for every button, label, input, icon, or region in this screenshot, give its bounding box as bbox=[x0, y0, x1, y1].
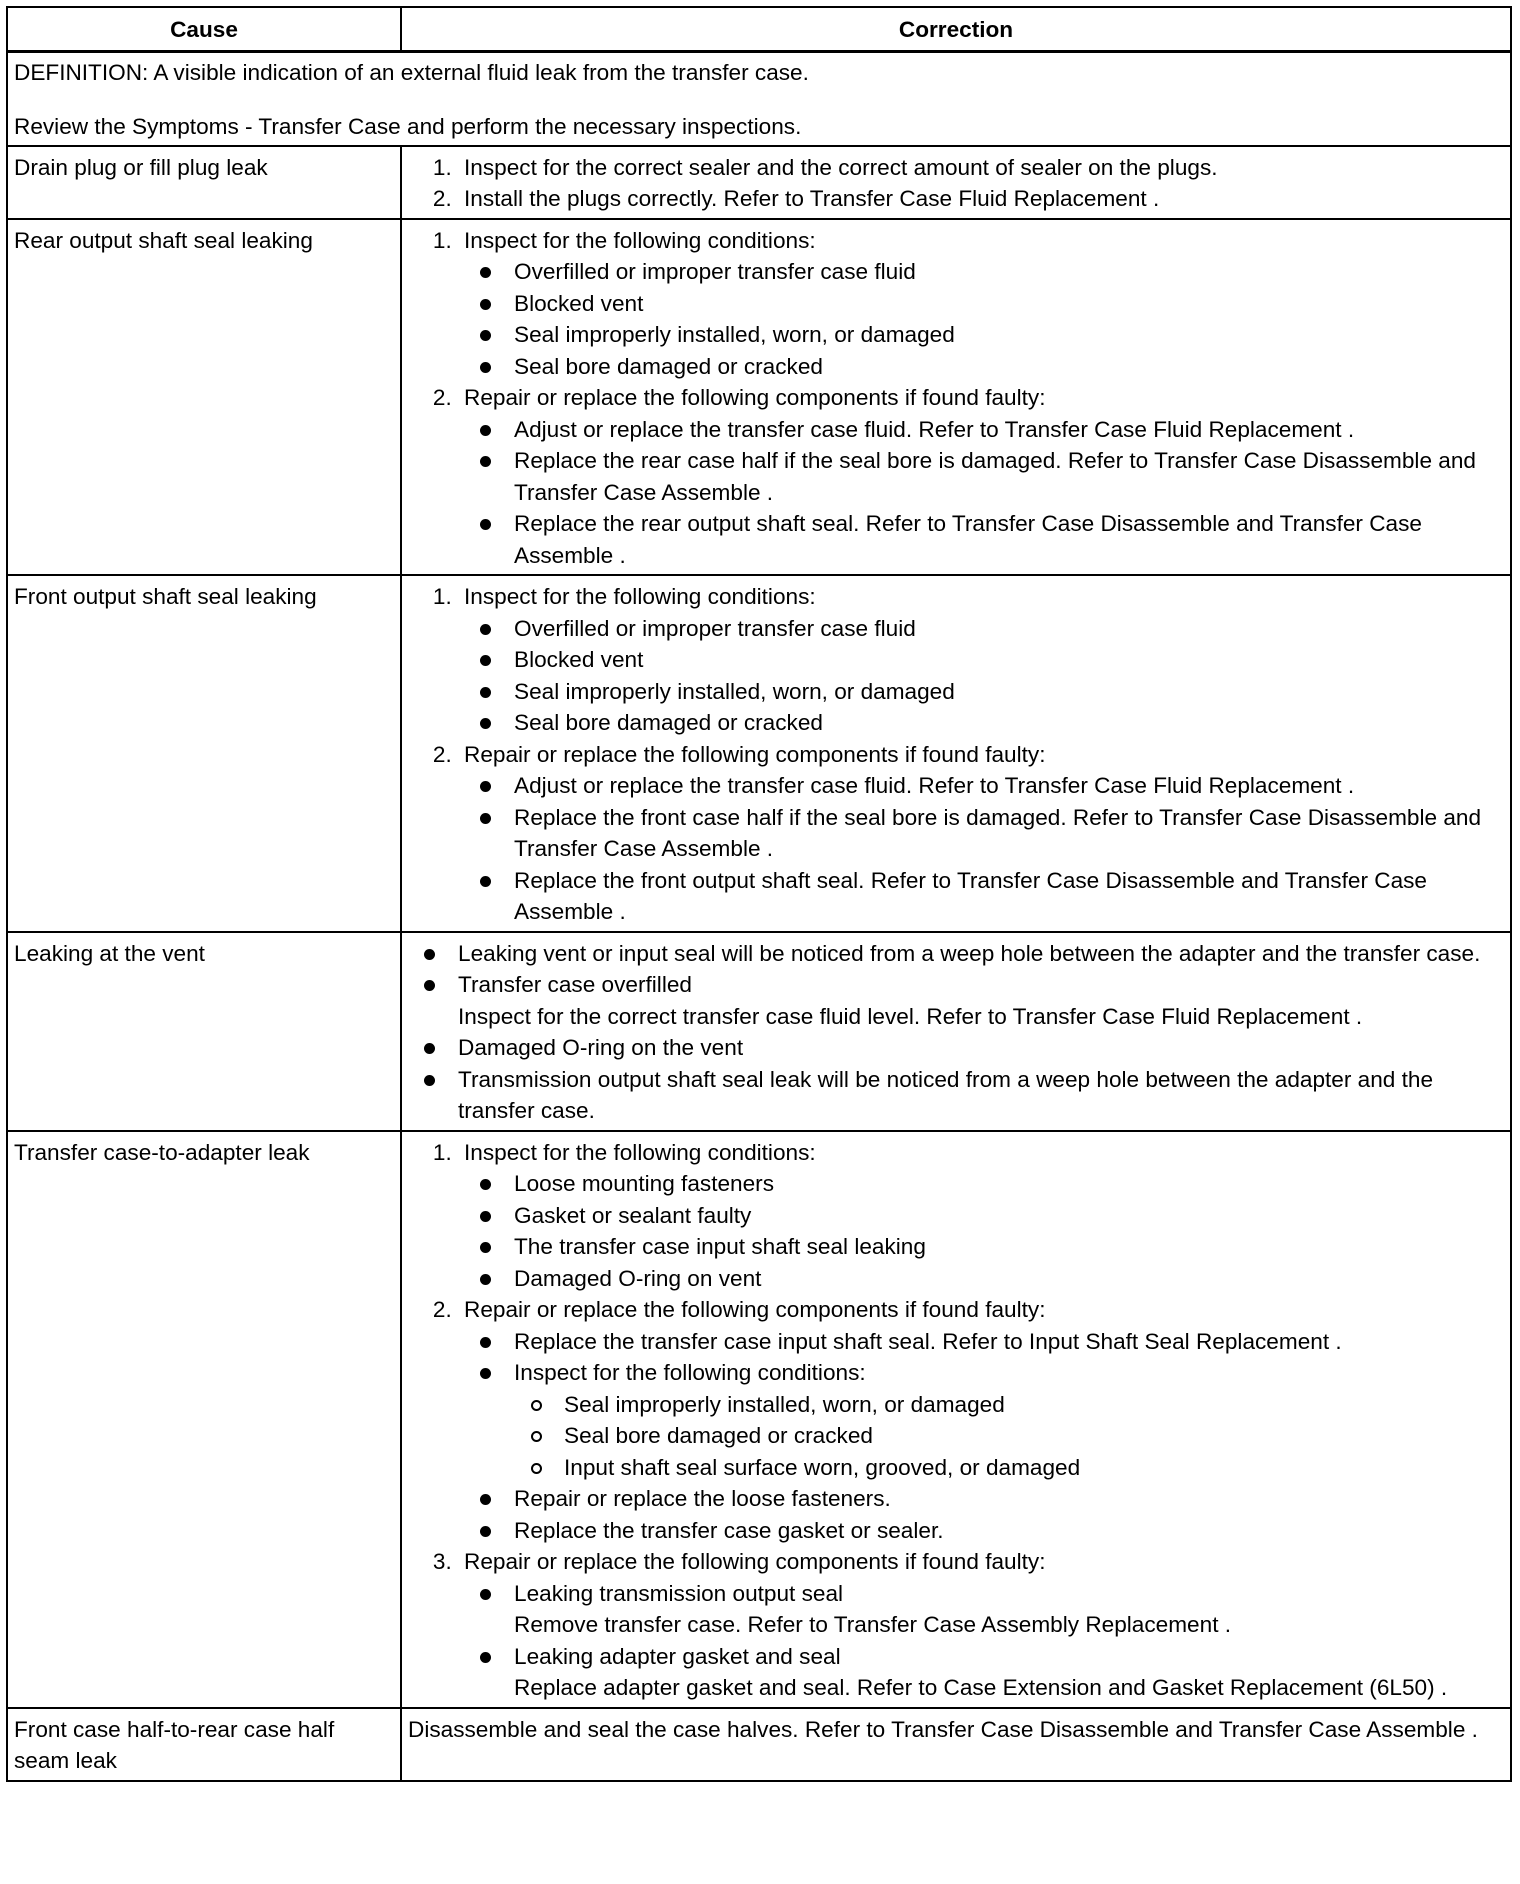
bullet-list bbox=[464, 414, 1504, 572]
bullet-text: Transfer case overfilled bbox=[458, 972, 692, 997]
bullet-item: Replace the rear case half if the seal bore is damaged. Refer to Transfer Case Disassemble and Transfer Case Assemble . bbox=[514, 445, 1504, 508]
bullet-subtext: Replace adapter gasket and seal. Refer to Case Extension and Gasket Replacement (6L50) . bbox=[514, 1675, 1448, 1700]
review-text: Review the Symptoms - Transfer Case and perform the necessary inspections. bbox=[14, 114, 802, 139]
bullet-item bbox=[514, 1578, 1504, 1641]
table-row bbox=[7, 146, 1511, 219]
bullet-item: Replace the transfer case input shaft seal. Refer to Input Shaft Seal Replacement . bbox=[514, 1326, 1504, 1358]
step-text: Repair or replace the following components if found faulty: bbox=[464, 1297, 1046, 1322]
correction-cell bbox=[401, 146, 1511, 219]
diagnostic-document bbox=[6, 6, 1510, 1782]
step-item: 1. Inspect for the correct sealer and the correct amount of sealer on the plugs. bbox=[458, 152, 1504, 184]
step-text: Inspect for the following conditions: bbox=[464, 584, 816, 609]
bullet-item: Seal bore damaged or cracked bbox=[514, 707, 1504, 739]
bullet-item: Replace the rear output shaft seal. Refer to Transfer Case Disassemble and Transfer Case Assemble . bbox=[514, 508, 1504, 571]
bullet-item: Seal improperly installed, worn, or damaged bbox=[514, 319, 1504, 351]
step-item bbox=[458, 1294, 1504, 1546]
bullet-list bbox=[464, 1578, 1504, 1704]
cause-text: Leaking at the vent bbox=[14, 940, 205, 966]
steps-list bbox=[408, 225, 1504, 572]
bullet-item: Adjust or replace the transfer case fluid. Refer to Transfer Case Fluid Replacement . bbox=[514, 414, 1504, 446]
bullet-text: Inspect for the following conditions: bbox=[514, 1360, 866, 1385]
steps-list bbox=[408, 581, 1504, 928]
correction-cell bbox=[401, 932, 1511, 1131]
step-text: Repair or replace the following components if found faulty: bbox=[464, 385, 1046, 410]
table-row bbox=[7, 1131, 1511, 1708]
correction-cell bbox=[401, 1708, 1511, 1781]
cause-text: Rear output shaft seal leaking bbox=[14, 227, 313, 253]
bullet-item: Blocked vent bbox=[514, 288, 1504, 320]
bullet-item: Replace the front case half if the seal bore is damaged. Refer to Transfer Case Disassemble and Transfer Case Assemble . bbox=[514, 802, 1504, 865]
bullet-item bbox=[458, 969, 1504, 1032]
circle-item: Input shaft seal surface worn, grooved, or damaged bbox=[564, 1452, 1504, 1484]
bullet-item: Loose mounting fasteners bbox=[514, 1168, 1504, 1200]
cause-cell bbox=[7, 575, 401, 932]
table-row bbox=[7, 219, 1511, 576]
bullet-item: Damaged O-ring on vent bbox=[514, 1263, 1504, 1295]
steps-list bbox=[408, 1137, 1504, 1704]
step-item bbox=[458, 225, 1504, 383]
step-item bbox=[458, 739, 1504, 928]
bullet-item: Replace the front output shaft seal. Refer to Transfer Case Disassemble and Transfer Case Assemble . bbox=[514, 865, 1504, 928]
bullet-item: The transfer case input shaft seal leaking bbox=[514, 1231, 1504, 1263]
diagnosis-table bbox=[6, 6, 1512, 1782]
bullet-subtext: Inspect for the correct transfer case fluid level. Refer to Transfer Case Fluid Replacement . bbox=[458, 1003, 1363, 1029]
bullet-text: Leaking adapter gasket and seal bbox=[514, 1643, 841, 1669]
circle-list bbox=[514, 1389, 1504, 1484]
cause-text: Front case half-to-rear case half seam leak bbox=[14, 1716, 335, 1773]
step-item bbox=[458, 382, 1504, 571]
step-item: 2. Install the plugs correctly. Refer to Transfer Case Fluid Replacement . bbox=[458, 183, 1504, 215]
circle-item: Seal improperly installed, worn, or damaged bbox=[564, 1389, 1504, 1421]
bullet-item: Repair or replace the loose fasteners. bbox=[514, 1483, 1504, 1515]
cause-text: Transfer case-to-adapter leak bbox=[14, 1139, 310, 1165]
table-row bbox=[7, 932, 1511, 1131]
bullet-list bbox=[464, 770, 1504, 928]
bullet-subtext: Remove transfer case. Refer to Transfer Case Assembly Replacement . bbox=[514, 1612, 1232, 1637]
bullet-item: Seal improperly installed, worn, or damaged bbox=[514, 676, 1504, 708]
circle-item: Seal bore damaged or cracked bbox=[564, 1420, 1504, 1452]
cause-cell bbox=[7, 1708, 401, 1781]
step-text: Repair or replace the following components if found faulty: bbox=[464, 1549, 1046, 1574]
bullet-text: Leaking transmission output seal bbox=[514, 1580, 844, 1606]
step-text: Repair or replace the following components if found faulty: bbox=[464, 741, 1046, 767]
step-text: Inspect for the following conditions: bbox=[464, 227, 816, 253]
header-row bbox=[7, 7, 1511, 51]
table-row bbox=[7, 575, 1511, 932]
bullet-item bbox=[514, 1357, 1504, 1483]
bullet-item: Adjust or replace the transfer case fluid. Refer to Transfer Case Fluid Replacement . bbox=[514, 770, 1504, 802]
definition-row bbox=[7, 51, 1511, 146]
step-item bbox=[458, 1137, 1504, 1295]
cause-cell bbox=[7, 1131, 401, 1708]
step-text: Inspect for the following conditions: bbox=[464, 1139, 816, 1165]
correction-cell bbox=[401, 219, 1511, 576]
definition-text: DEFINITION: A visible indication of an external fluid leak from the transfer case. bbox=[14, 59, 809, 85]
bullet-list bbox=[408, 938, 1504, 1127]
bullet-item: Overfilled or improper transfer case fluid bbox=[514, 256, 1504, 288]
bullet-item: Seal bore damaged or cracked bbox=[514, 351, 1504, 383]
bullet-list bbox=[464, 1168, 1504, 1294]
cause-cell bbox=[7, 932, 401, 1131]
bullet-item: Transmission output shaft seal leak will be noticed from a weep hole between the adapter and the transfer case. bbox=[458, 1064, 1504, 1127]
bullet-item: Overfilled or improper transfer case fluid bbox=[514, 613, 1504, 645]
cause-text: Drain plug or fill plug leak bbox=[14, 154, 268, 180]
header-cause: Cause bbox=[7, 7, 401, 51]
definition-cell bbox=[7, 51, 1511, 146]
correction-cell bbox=[401, 575, 1511, 932]
cause-cell bbox=[7, 146, 401, 219]
bullet-item: Blocked vent bbox=[514, 644, 1504, 676]
bullet-item bbox=[514, 1641, 1504, 1704]
cause-cell bbox=[7, 219, 401, 576]
step-item bbox=[458, 581, 1504, 739]
correction-text: Disassemble and seal the case halves. Refer to Transfer Case Disassemble and Transfer Case Assemble . bbox=[408, 1716, 1478, 1742]
bullet-list bbox=[464, 256, 1504, 382]
correction-cell bbox=[401, 1131, 1511, 1708]
table-row bbox=[7, 1708, 1511, 1781]
bullet-item: Damaged O-ring on the vent bbox=[458, 1032, 1504, 1064]
bullet-list bbox=[464, 613, 1504, 739]
step-item bbox=[458, 1546, 1504, 1704]
bullet-item: Gasket or sealant faulty bbox=[514, 1200, 1504, 1232]
bullet-item: Leaking vent or input seal will be noticed from a weep hole between the adapter and the transfer case. bbox=[458, 938, 1504, 970]
steps-list bbox=[408, 152, 1504, 215]
header-correction: Correction bbox=[401, 7, 1511, 51]
bullet-item: Replace the transfer case gasket or sealer. bbox=[514, 1515, 1504, 1547]
cause-text: Front output shaft seal leaking bbox=[14, 584, 317, 609]
bullet-list bbox=[464, 1326, 1504, 1547]
